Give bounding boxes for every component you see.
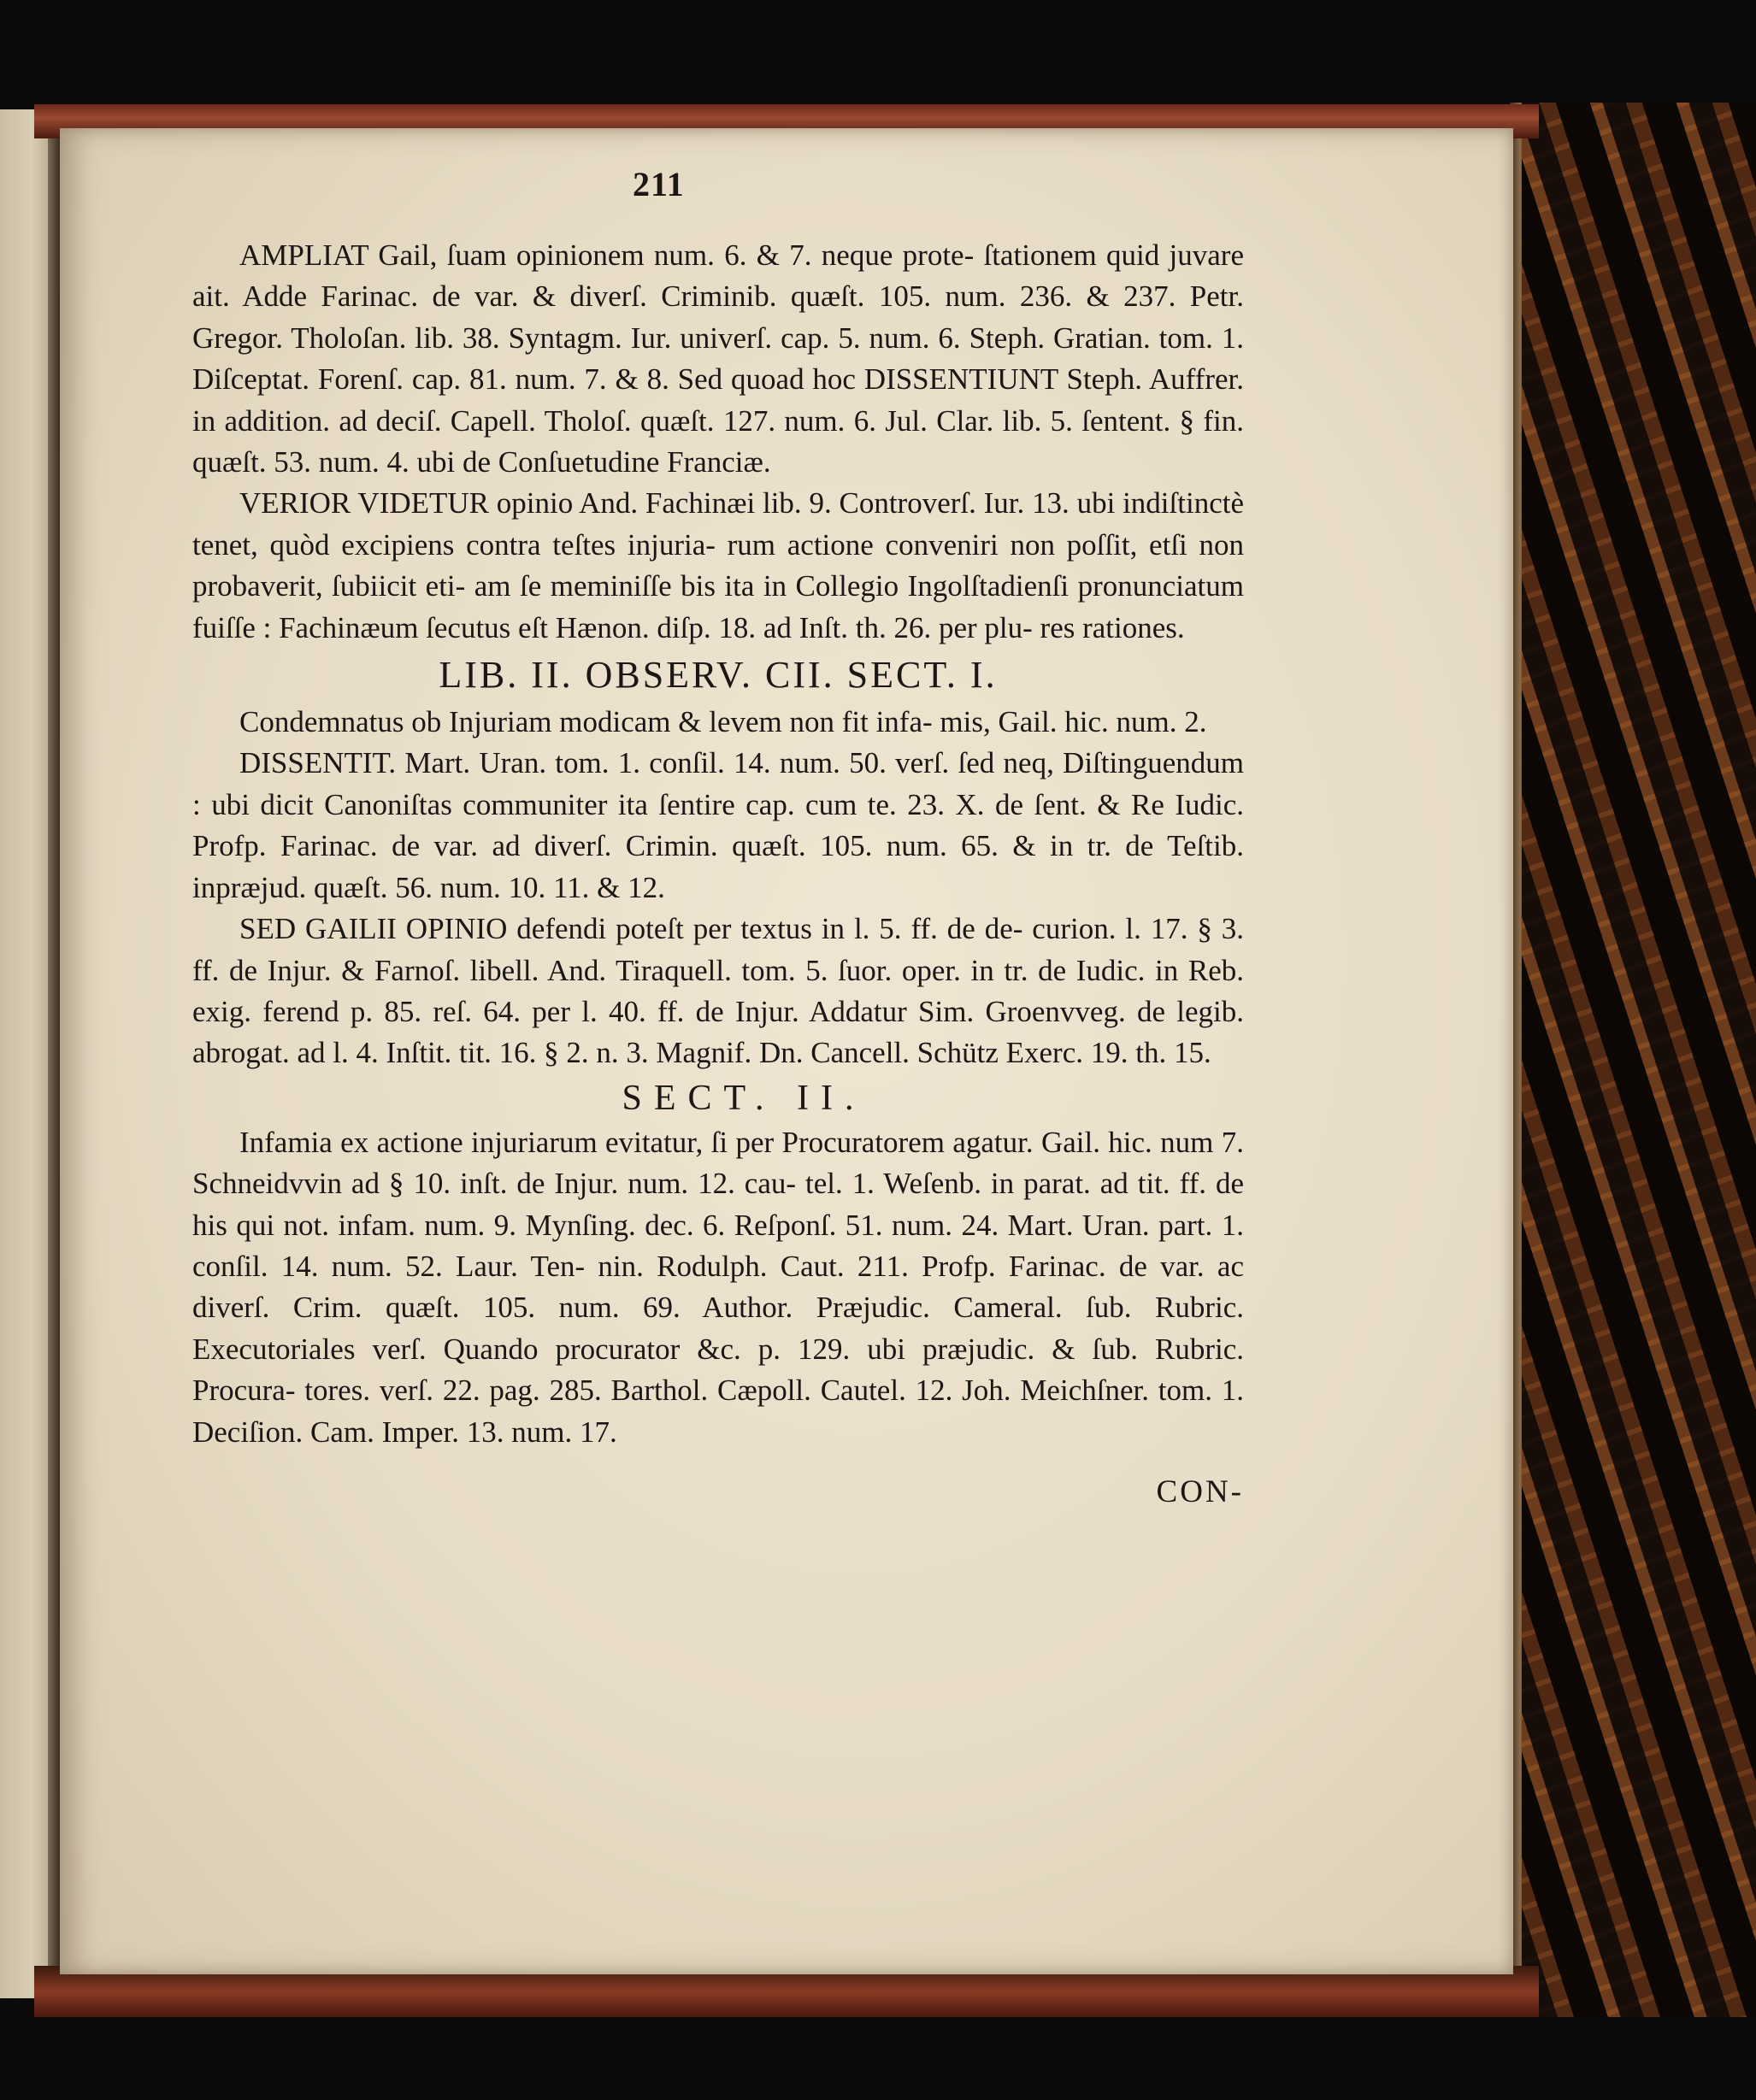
section-heading: LIB. II. OBSERV. CII. SECT. I. [439,654,998,697]
paragraph-verior: VERIOR VIDETUR opinio And. Fachinæi lib. 9. Controverſ. Iur. 13. ubi indiſtinctè tenet, quòd excipiens contra teſtes injuria- rum actione conveniri non poſſit, etſi non probaverit, ſubiicit eti- am ſe meminiſſe bis ita in Collegio Ingolſtadienſi pronunciatum fuiſſe : Fachinæum ſecutus eſt Hænon. diſp. 18. ad Inſt. th. 26. per plu- res rationes. [192,486,1244,644]
paragraph-dissentit: DISSENTIT. Mart. Uran. tom. 1. conſil. 14. num. 50. verſ. ſed neq, Diſtinguendum : ubi dicit Canoniſtas communiter ita ſentire cap. cum te. 23. X. de ſent. & Re Iudic. Profp. Farinac. de var. ad diverſ. Crimin. quæſt. 105. num. 65. & in tr. de Teſtib. inpræjud. quæſt. 56. num. 10. 11. & 12. [192,746,1244,904]
book-gutter [48,109,60,1998]
paragraph-sed-gailii: SED GAILII OPINIO defendi poteſt per textus in l. 5. ff. de de- curion. l. 17. § 3. ff. de Injur. & Farnoſ. libell. And. Tiraquell. tom. 5. ſuor. oper. in tr. de Iudic. in Reb. exig. ferend p. 85. reſ. 64. per l. 40. ff. de Injur. Addatur Sim. Groenvveg. de legib. abrogat. ad l. 4. Inſtit. tit. 16. § 2. n. 3. Magnif. Dn. Cancell. Schütz Exerc. 19. th. 15. [192,912,1244,1070]
section-subheading: SECT. II. [622,1078,866,1118]
top-spacer [192,175,1244,235]
paragraph-infamia: Infamia ex actione injuriarum evitatur, ſi per Procuratorem agatur. Gail. hic. num 7. Schneidvvin ad § 10. inſt. de Injur. num. 12. cau- tel. 1. Weſenb. in parat. ad tit. ff. de his qui not. infam. num. 9. Mynſing. dec. 6. Reſponſ. 51. num. 24. Mart. Uran. part. 1. conſil. 14. num. 52. Laur. Ten- nin. Rodulph. Caut. 211. Profp. Farinac. de var. ac diverſ. Crim. quæſt. 105. num. 69. Author. Præjudic. Cameral. ſub. Rubric. Executoriales verſ. Quando procurator &c. p. 129. ubi præjudic. & ſub. Rubric. Procura- tores. verſ. 22. pag. 285. Barthol. Cæpoll. Cautel. 12. Joh. Meichſner. tom. 1. Deciſion. Cam. Imper. 13. num. 17. [192,1125,1244,1449]
paragraph-condemnatus: Condemnatus ob Injuriam modicam & levem non fit infa- mis, Gail. hic. num. 2. [239,705,1207,739]
facing-page-edge [0,109,53,1998]
paragraph-ampliat: AMPLIAT Gail, ſuam opinionem num. 6. & 7. neque prote- ſtationem quid juvare ait. Adde Farinac. de var. & diverſ. Criminib. quæſt. 105. num. 236. & 237. Petr. Gregor. Tholoſan. lib. 38. Syntagm. Iur. univerſ. cap. 5. num. 6. Steph. Gratian. tom. 1. Diſceptat. Forenſ. cap. 81. num. 7. & 8. Sed quoad hoc DISSENTIUNT Steph. Auffrer. in addition. ad deciſ. Capell. Tholoſ. quæſt. 127. num. 6. Jul. Clar. lib. 5. ſentent. § fin. quæſt. 53. num. 4. ubi de Conſuetudine Franciæ. [192,238,1244,479]
marbled-cover-board [1522,103,1756,2017]
catchword: CON- [1156,1474,1244,1509]
page-number: 211 [633,165,685,203]
page-text [192,175,1244,1513]
book-page [60,128,1513,1974]
